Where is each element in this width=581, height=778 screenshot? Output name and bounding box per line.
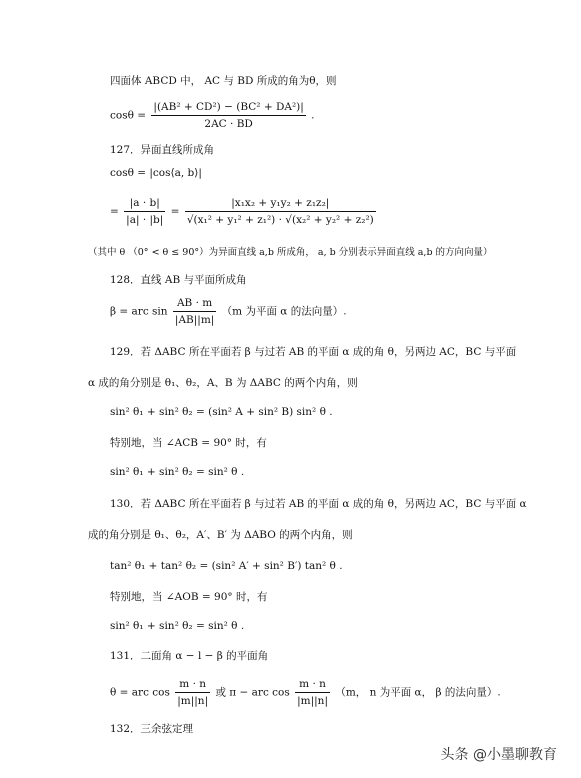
formula-131 [110, 677, 501, 708]
formula-129-special: sin² θ₁ + sin² θ₂ = sin² θ . [110, 466, 245, 478]
heading-127: 127．异面直线所成角 [110, 144, 215, 156]
formula-tail: （m 为平面 α 的法向量）. [221, 305, 347, 318]
fraction-numerator: |a · b| [124, 196, 165, 212]
fraction-first [175, 677, 210, 708]
formula-127-expanded [110, 196, 378, 227]
paragraph-129-line1: 129．若 ΔABC 所在平面若 β 与过若 AB 的平面 α 成的角 θ，另两边 AC，BC 与平面 [110, 346, 517, 358]
paragraph-130-line1: 130．若 ΔABC 所在平面若 β 与过若 AB 的平面 α 成的角 θ，另两边 AC，BC 与平面 α [110, 498, 527, 510]
fraction [151, 100, 305, 131]
equals-sign: = [110, 205, 119, 218]
fraction-numerator: |(AB² + CD²) − (BC² + DA²)| [151, 100, 305, 116]
fraction-denominator: |m||n| [177, 695, 209, 707]
fraction-vector [124, 196, 165, 227]
equals-sign: = [170, 205, 180, 218]
heading-128: 128．直线 AB 与平面所成角 [110, 274, 247, 286]
fraction-denominator: |AB||m| [174, 314, 215, 326]
formula-130-special: sin² θ₁ + sin² θ₂ = sin² θ . [110, 620, 245, 632]
fraction-denominator: |m||n| [297, 695, 328, 707]
heading-131: 131．二面角 α − l − β 的平面角 [110, 650, 269, 662]
heading-132: 132．三余弦定理 [110, 723, 194, 735]
formula-128 [110, 296, 347, 327]
intro-line: 四面体 ABCD 中， AC 与 BD 所成的角为θ，则 [110, 75, 337, 87]
formula-tail: （m， n 为平面 α， β 的法向量）. [335, 686, 501, 699]
fraction-denominator: 2AC · BD [204, 118, 253, 130]
paragraph-129-line2: α 成的角分别是 θ₁、θ₂，A、B 为 ΔABC 的两个内角，则 [88, 377, 358, 389]
fraction-numerator: m · n [175, 677, 210, 693]
fraction-denominator: √(x₁² + y₁² + z₁²) · √(x₂² + y₂² + z₂²) [186, 214, 374, 226]
fraction-numerator: AB · m [173, 296, 216, 312]
formula-127-cos: cosθ = |cos⟨a, b⟩| [110, 167, 202, 179]
formula-tetrahedron-angle [110, 100, 315, 131]
paragraph-130-line2: 成的角分别是 θ₁、θ₂，A′、B′ 为 ΔABO 的两个内角，则 [88, 529, 353, 541]
note-127: （其中 θ （0° < θ ≤ 90°）为异面直线 a,b 所成角， a, b 分别表示异面直线 a,b 的方向向量） [88, 247, 493, 258]
formula-tail: . [311, 109, 315, 122]
fraction-denominator: |a| · |b| [126, 214, 164, 226]
fraction [173, 296, 216, 327]
formula-lhs: θ = arc cos [110, 686, 170, 699]
formula-129-general: sin² θ₁ + sin² θ₂ = (sin² A + sin² B) sin² θ . [110, 406, 333, 418]
formula-130-general: tan² θ₁ + tan² θ₂ = (sin² A′ + sin² B′) tan² θ . [110, 560, 343, 572]
formula-alternative: 或 π − arc cos [215, 686, 290, 699]
fraction-second [295, 677, 330, 708]
fraction-coordinates [185, 196, 376, 227]
fraction-numerator: |x₁x₂ + y₁y₂ + z₁z₂| [185, 196, 376, 212]
formula-lhs: β = arc sin [110, 305, 168, 318]
special-case-130: 特别地，当 ∠AOB = 90° 时，有 [110, 591, 268, 603]
watermark: 头条 @小墨聊教育 [437, 742, 561, 766]
formula-lhs: cosθ = [110, 109, 147, 122]
special-case-129: 特别地，当 ∠ACB = 90° 时，有 [110, 437, 267, 449]
fraction-numerator: m · n [295, 677, 330, 693]
